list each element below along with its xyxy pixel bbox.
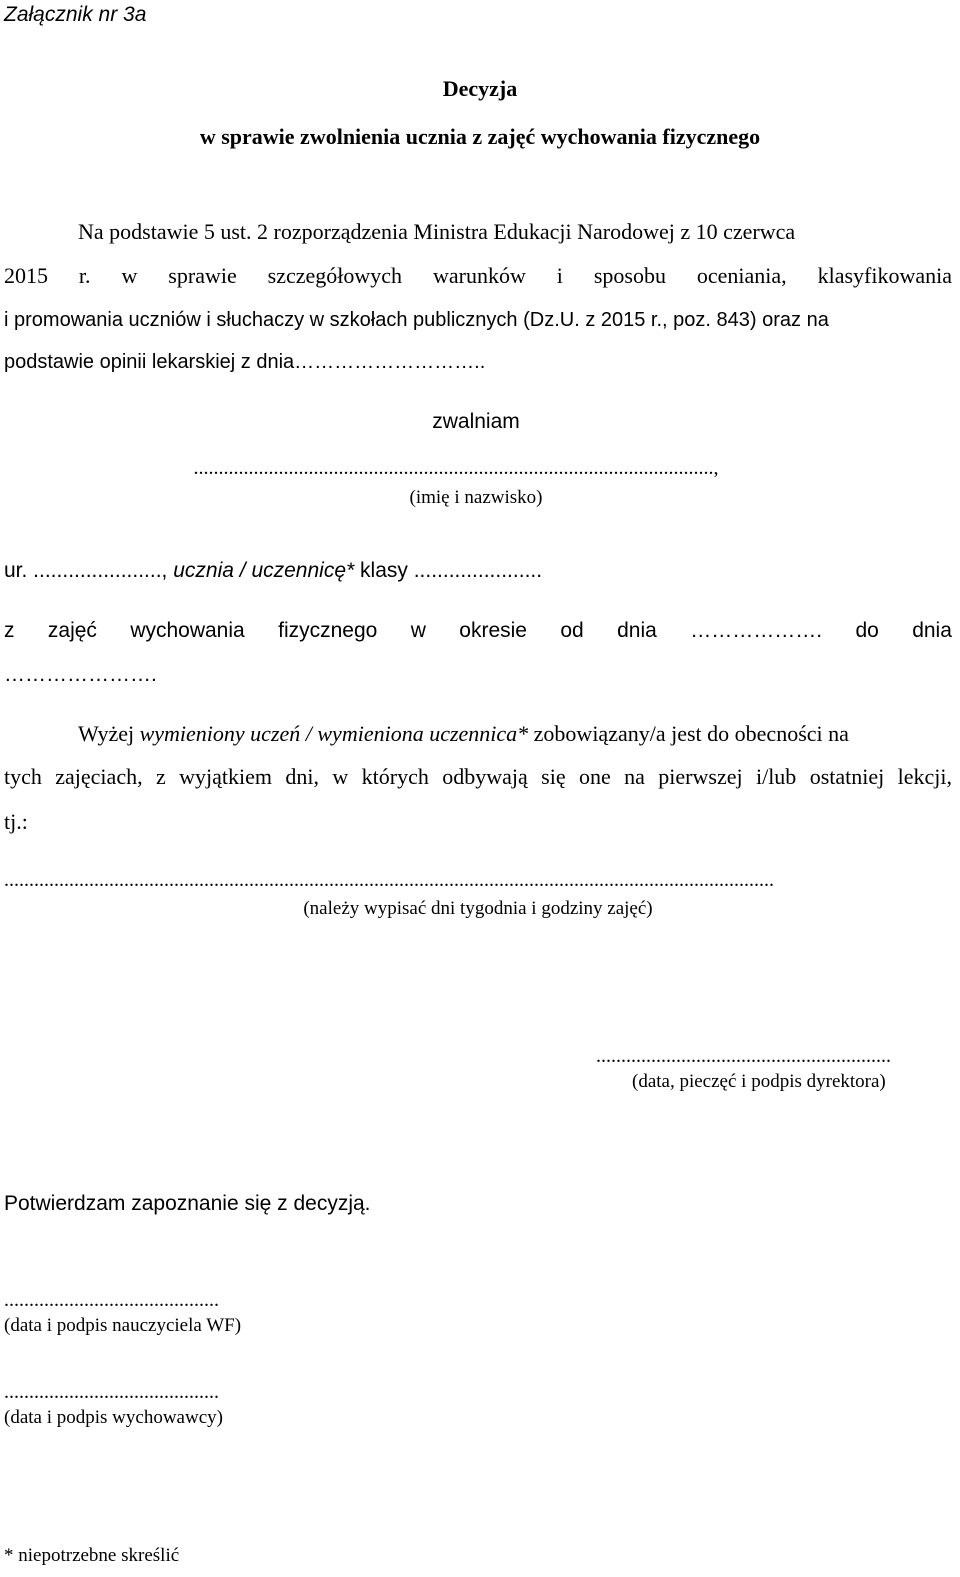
born-field: ur. ......................,	[4, 559, 168, 582]
period-word: okresie	[459, 619, 527, 642]
student-line	[4, 560, 542, 581]
class-field: klasy ......................	[360, 559, 543, 582]
period-line-1	[4, 620, 952, 641]
period-word: w	[410, 619, 426, 642]
schedule-caption: (należy wypisać dni tygodnia i godziny zajęć)	[303, 898, 653, 919]
release-verb: zwalniam	[432, 410, 520, 433]
document-subtitle: w sprawie zwolnienia ucznia z zajęć wychowania fizycznego	[199, 124, 761, 149]
obligation-line-1	[78, 723, 849, 745]
obligation-line-3: tj.:	[4, 809, 28, 834]
basis-line-4: podstawie opinii lekarskiej z dnia………………………..	[4, 351, 486, 373]
tutor-signature-field: ...........................................	[4, 1381, 219, 1403]
basis-line-3: i promowania uczniów i słuchaczy w szkołach publicznych (Dz.U. z 2015 r., poz. 843) oraz na	[4, 309, 829, 331]
student-role: ucznia / uczennicę*	[173, 559, 355, 582]
period-word: zajęć	[47, 619, 97, 642]
director-signature-caption: (data, pieczęć i podpis dyrektora)	[632, 1071, 886, 1092]
period-word: dnia	[912, 619, 952, 642]
obligation-rest: zobowiązany/a jest do obecności na	[533, 721, 849, 746]
tutor-signature-caption: (data i podpis wychowawcy)	[4, 1407, 223, 1428]
obligation-lead: Wyżej	[78, 721, 135, 746]
basis-line-1: Na podstawie 5 ust. 2 rozporządzenia Ministra Edukacji Narodowej z 10 czerwca	[78, 219, 796, 244]
period-word: fizycznego	[278, 619, 378, 642]
period-to-field: ………………….	[4, 663, 157, 686]
document-title: Decyzja	[442, 76, 518, 101]
name-field: ........................................................................................................,	[193, 457, 719, 479]
period-from-field: ……………….	[690, 619, 823, 642]
period-word: wychowania	[130, 619, 245, 642]
obligation-line-2: tych zajęciach, z wyjątkiem dni, w których odbywają się one na pierwszej i/lub ostatniej lekcji,	[4, 764, 952, 789]
name-caption: (imię i nazwisko)	[409, 487, 543, 508]
teacher-signature-caption: (data i podpis nauczyciela WF)	[4, 1315, 242, 1336]
basis-line-2: 2015 r. w sprawie szczegółowych warunków i sposobu oceniania, klasyfikowania	[4, 263, 952, 288]
obligation-role: wymieniony uczeń / wymieniona uczennica*	[139, 721, 529, 746]
schedule-field: ..........................................................................................................................................................	[4, 870, 774, 890]
period-word: z	[4, 619, 15, 642]
confirmation-text: Potwierdzam zapoznanie się z decyzją.	[4, 1192, 371, 1215]
period-word: dnia	[617, 619, 657, 642]
period-word: do	[855, 619, 879, 642]
period-word: od	[560, 619, 584, 642]
footnote: * niepotrzebne skreślić	[4, 1545, 180, 1566]
teacher-signature-field: ...........................................	[4, 1289, 219, 1311]
attachment-label: Załącznik nr 3a	[4, 3, 147, 26]
director-signature-field: ...........................................................	[596, 1045, 891, 1067]
